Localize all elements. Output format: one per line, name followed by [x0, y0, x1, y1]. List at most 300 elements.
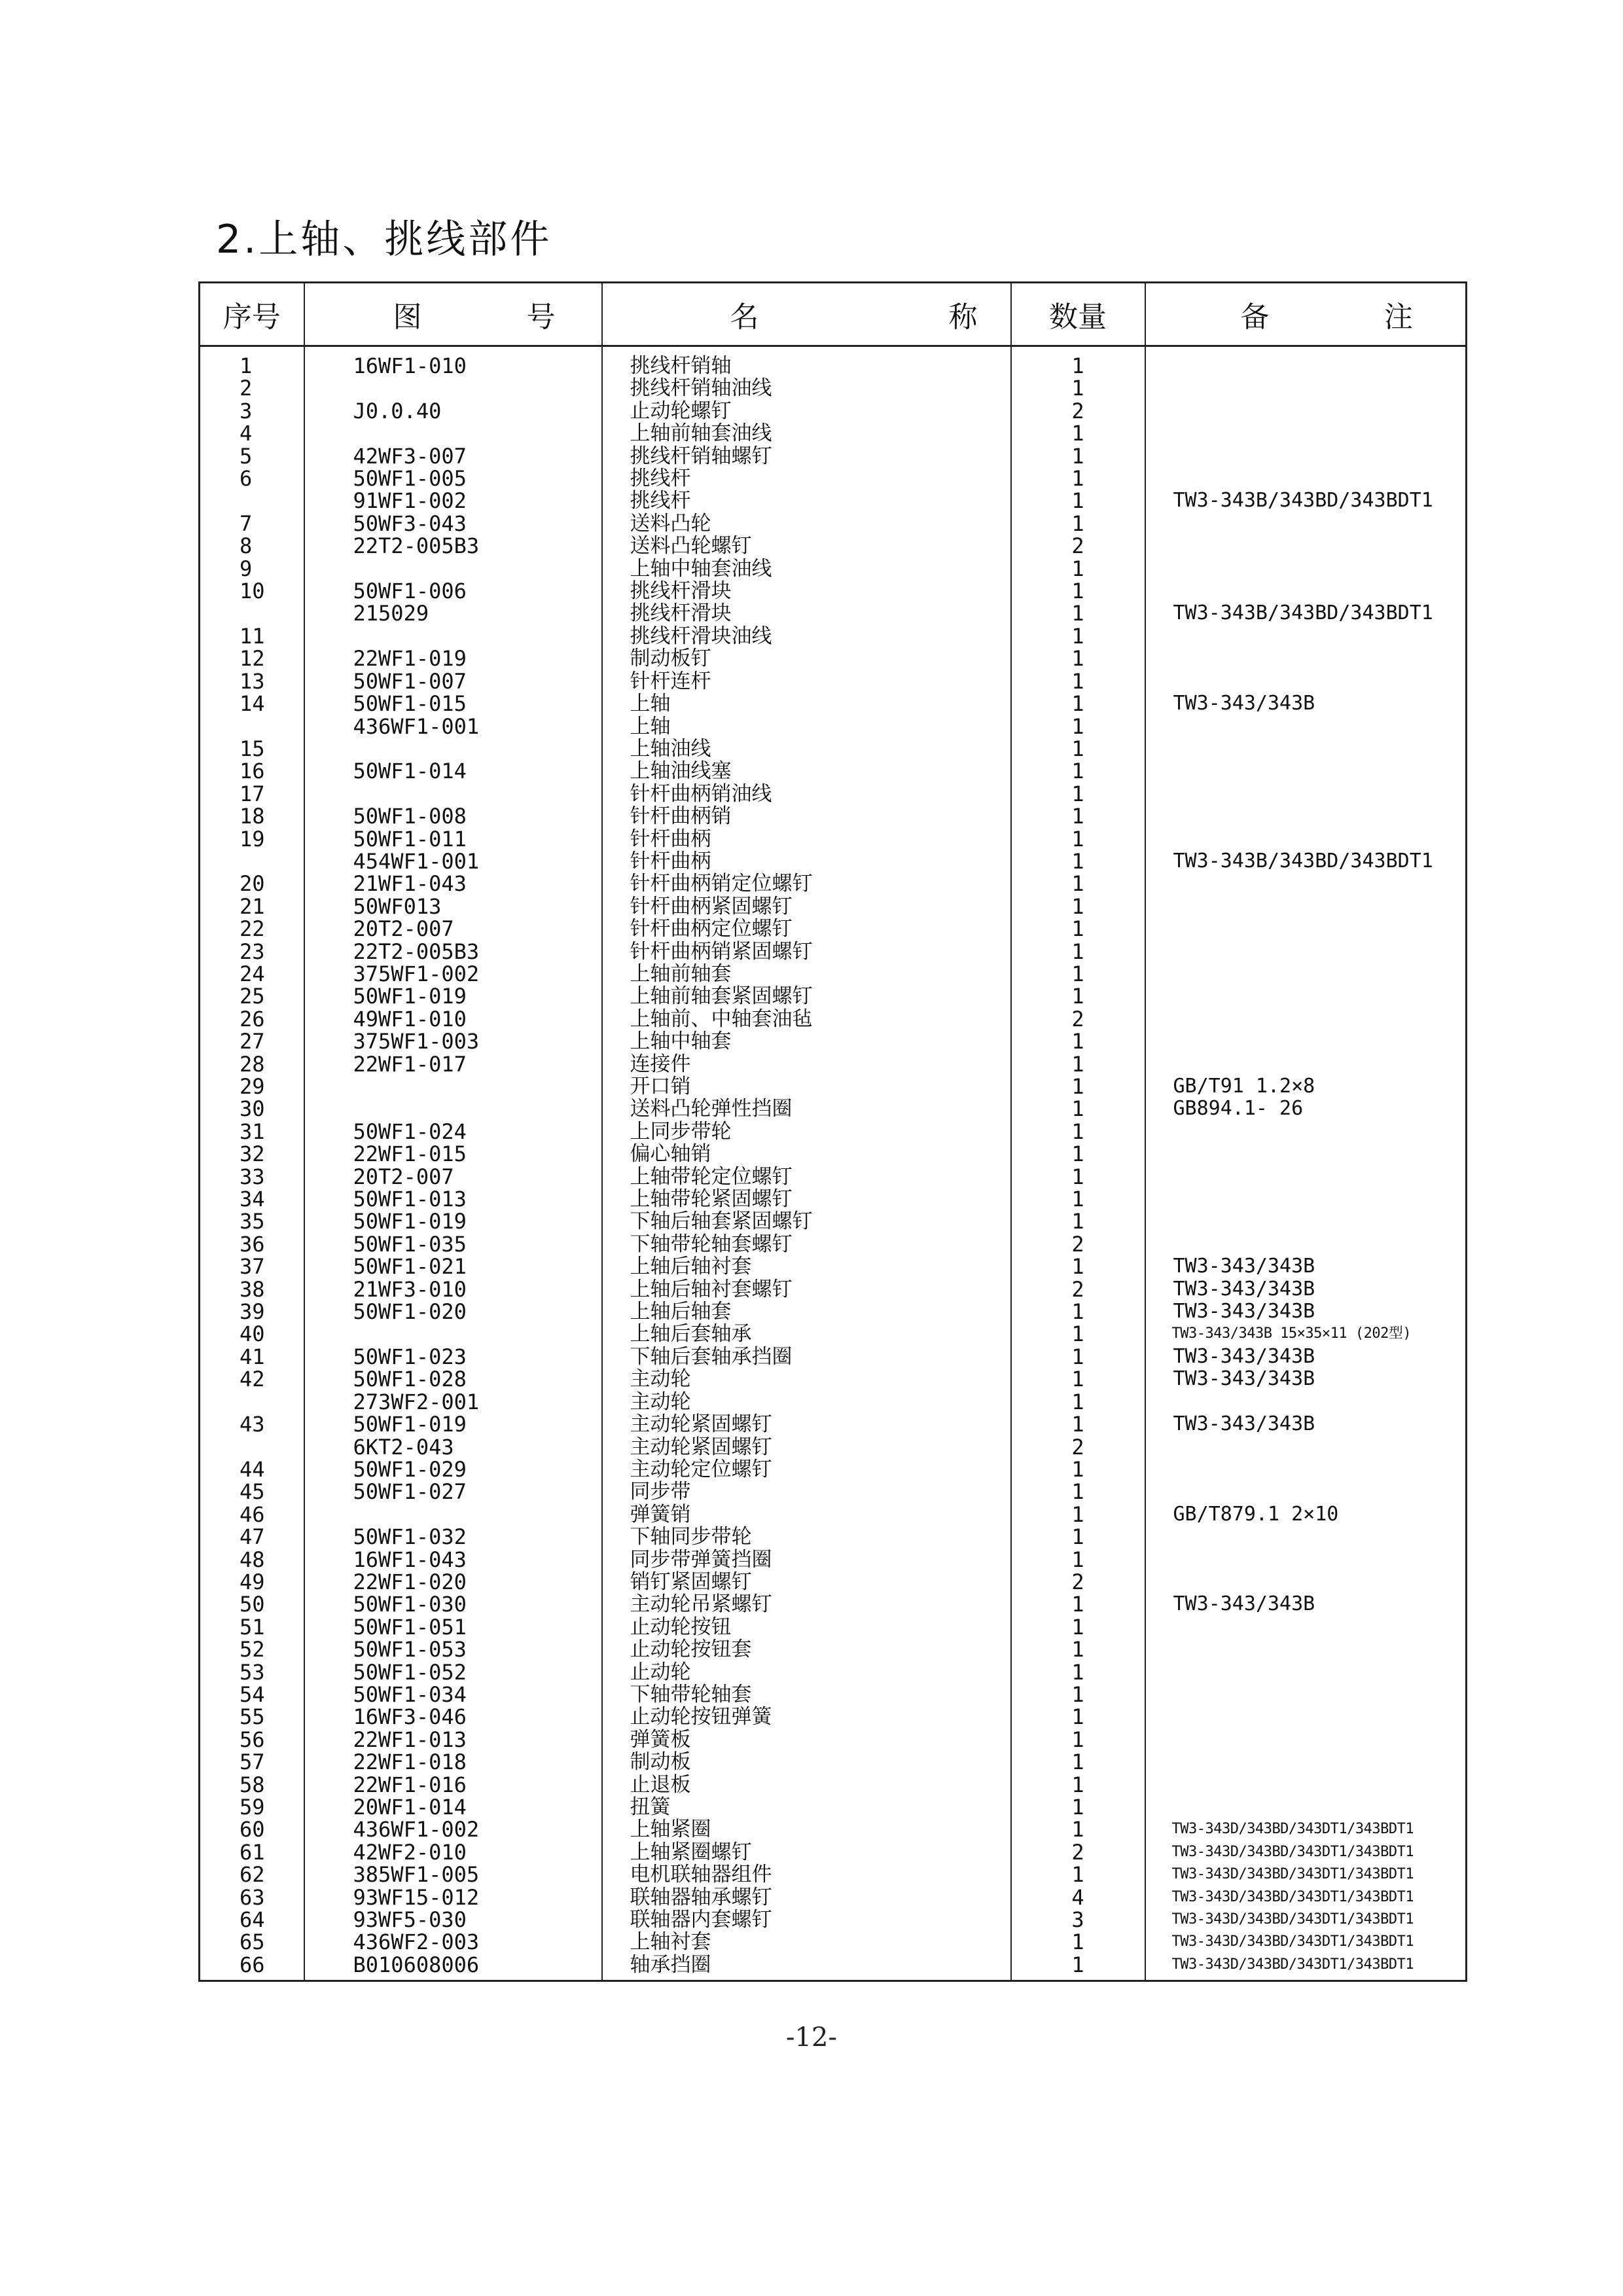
table-row: [200, 1233, 1467, 1255]
cell-part-name: 上轴中轴套: [602, 1030, 1011, 1052]
cell-quantity: 1: [1011, 1616, 1145, 1638]
cell-remarks: [1145, 1030, 1467, 1052]
table-row: [200, 895, 1467, 918]
cell-seq-no: 54: [200, 1683, 304, 1706]
cell-figure-no: 385WF1-005: [304, 1863, 602, 1886]
cell-part-name: 挑线杆滑块: [602, 580, 1011, 602]
cell-figure-no: 50WF1-028: [304, 1368, 602, 1390]
table-row: [200, 422, 1467, 444]
cell-seq-no: [200, 850, 304, 872]
cell-seq-no: 51: [200, 1616, 304, 1638]
table-row: [200, 1143, 1467, 1165]
cell-quantity: 2: [1011, 535, 1145, 557]
cell-part-name: 针杆曲柄销: [602, 805, 1011, 827]
cell-quantity: 2: [1011, 1436, 1145, 1458]
cell-remarks: [1145, 512, 1467, 535]
table-row: [200, 377, 1467, 399]
cell-quantity: 1: [1011, 445, 1145, 467]
cell-remarks: [1145, 738, 1467, 760]
cell-remarks: TW3-343/343B 15×35×11 (202型): [1145, 1323, 1467, 1345]
cell-figure-no: 16WF1-010: [304, 346, 602, 378]
cell-part-name: 连接件: [602, 1053, 1011, 1075]
cell-remarks: [1145, 1053, 1467, 1075]
cell-remarks: TW3-343/343B: [1145, 1413, 1467, 1435]
cell-remarks: TW3-343/343B: [1145, 1368, 1467, 1390]
cell-quantity: 2: [1011, 1008, 1145, 1030]
cell-part-name: 联轴器轴承螺钉: [602, 1886, 1011, 1909]
cell-remarks: [1145, 400, 1467, 422]
cell-seq-no: 52: [200, 1638, 304, 1660]
cell-part-name: 主动轮定位螺钉: [602, 1458, 1011, 1480]
parts-table: [198, 281, 1467, 1982]
cell-remarks: [1145, 941, 1467, 963]
cell-seq-no: 61: [200, 1841, 304, 1863]
cell-remarks: TW3-343/343B: [1145, 1300, 1467, 1323]
cell-remarks: [1145, 1436, 1467, 1458]
cell-quantity: 1: [1011, 512, 1145, 535]
cell-seq-no: 24: [200, 963, 304, 985]
cell-quantity: 1: [1011, 1188, 1145, 1210]
cell-figure-no: 436WF2-003: [304, 1931, 602, 1953]
cell-quantity: 1: [1011, 1075, 1145, 1098]
cell-seq-no: 15: [200, 738, 304, 760]
cell-figure-no: 50WF1-013: [304, 1188, 602, 1210]
cell-seq-no: 57: [200, 1751, 304, 1773]
cell-remarks: [1145, 783, 1467, 805]
cell-part-name: 止退板: [602, 1774, 1011, 1796]
cell-seq-no: 8: [200, 535, 304, 557]
cell-quantity: 1: [1011, 1210, 1145, 1232]
table-row: [200, 1391, 1467, 1413]
cell-seq-no: 32: [200, 1143, 304, 1165]
cell-seq-no: [200, 1391, 304, 1413]
cell-part-name: 制动板: [602, 1751, 1011, 1773]
cell-quantity: 1: [1011, 490, 1145, 512]
cell-remarks: TW3-343/343B: [1145, 1593, 1467, 1615]
cell-quantity: 1: [1011, 422, 1145, 444]
table-row: [200, 1931, 1467, 1953]
cell-remarks: [1145, 1796, 1467, 1818]
cell-figure-no: 16WF3-046: [304, 1706, 602, 1728]
cell-figure-no: 50WF1-030: [304, 1593, 602, 1615]
cell-remarks: TW3-343D/343BD/343DT1/343BDT1: [1145, 1863, 1467, 1886]
cell-quantity: 1: [1011, 1053, 1145, 1075]
cell-part-name: 上轴紧圈: [602, 1818, 1011, 1840]
header-no: 序号: [200, 283, 304, 346]
cell-figure-no: J0.0.40: [304, 400, 602, 422]
cell-part-name: 上轴前、中轴套油毡: [602, 1008, 1011, 1030]
cell-remarks: [1145, 1233, 1467, 1255]
cell-seq-no: 13: [200, 670, 304, 692]
cell-figure-no: 50WF1-011: [304, 828, 602, 850]
cell-figure-no: 454WF1-001: [304, 850, 602, 872]
table-header-row: [200, 283, 1467, 346]
cell-quantity: 2: [1011, 1841, 1145, 1863]
cell-figure-no: 22WF1-020: [304, 1571, 602, 1593]
cell-figure-no: [304, 377, 602, 399]
cell-remarks: TW3-343/343B: [1145, 692, 1467, 715]
cell-seq-no: 37: [200, 1255, 304, 1278]
cell-figure-no: 50WF3-043: [304, 512, 602, 535]
cell-figure-no: 50WF1-021: [304, 1255, 602, 1278]
cell-figure-no: 50WF1-027: [304, 1480, 602, 1503]
cell-remarks: [1145, 963, 1467, 985]
cell-figure-no: [304, 422, 602, 444]
cell-seq-no: 30: [200, 1098, 304, 1120]
cell-remarks: [1145, 445, 1467, 467]
cell-part-name: 送料凸轮螺钉: [602, 535, 1011, 557]
header-figure-no: 图 号: [304, 283, 602, 346]
cell-remarks: [1145, 715, 1467, 738]
cell-part-name: 挑线杆销轴: [602, 346, 1011, 378]
cell-figure-no: [304, 558, 602, 580]
cell-part-name: 下轴后套轴承挡圈: [602, 1346, 1011, 1368]
cell-quantity: 1: [1011, 895, 1145, 918]
cell-quantity: 1: [1011, 1593, 1145, 1615]
cell-part-name: 挑线杆: [602, 467, 1011, 490]
cell-figure-no: 50WF1-052: [304, 1661, 602, 1683]
table-row: [200, 445, 1467, 467]
table-row: [200, 1188, 1467, 1210]
cell-part-name: 上同步带轮: [602, 1121, 1011, 1143]
page-title: 2.上轴、挑线部件: [216, 217, 552, 262]
cell-part-name: 挑线杆销轴油线: [602, 377, 1011, 399]
cell-figure-no: [304, 1098, 602, 1120]
cell-quantity: 1: [1011, 1300, 1145, 1323]
cell-part-name: 上轴后轴衬套螺钉: [602, 1278, 1011, 1300]
table-row: [200, 1796, 1467, 1818]
cell-quantity: 1: [1011, 602, 1145, 624]
cell-figure-no: 215029: [304, 602, 602, 624]
cell-part-name: 主动轮紧固螺钉: [602, 1436, 1011, 1458]
cell-quantity: 1: [1011, 738, 1145, 760]
cell-part-name: 轴承挡圈: [602, 1954, 1011, 1981]
cell-part-name: 制动板钉: [602, 647, 1011, 670]
cell-quantity: 3: [1011, 1909, 1145, 1931]
cell-quantity: 1: [1011, 1774, 1145, 1796]
cell-part-name: 针杆曲柄紧固螺钉: [602, 895, 1011, 918]
cell-figure-no: 50WF1-029: [304, 1458, 602, 1480]
cell-seq-no: 53: [200, 1661, 304, 1683]
cell-figure-no: 22WF1-019: [304, 647, 602, 670]
cell-remarks: [1145, 670, 1467, 692]
cell-figure-no: 22WF1-018: [304, 1751, 602, 1773]
cell-figure-no: B010608006: [304, 1954, 602, 1981]
cell-remarks: TW3-343D/343BD/343DT1/343BDT1: [1145, 1818, 1467, 1840]
table-row: [200, 1683, 1467, 1706]
cell-quantity: 1: [1011, 625, 1145, 647]
cell-seq-no: 18: [200, 805, 304, 827]
cell-part-name: 针杆曲柄销紧固螺钉: [602, 941, 1011, 963]
cell-seq-no: 41: [200, 1346, 304, 1368]
cell-quantity: 1: [1011, 1751, 1145, 1773]
cell-part-name: 止动轮按钮套: [602, 1638, 1011, 1660]
cell-seq-no: 11: [200, 625, 304, 647]
cell-figure-no: 273WF2-001: [304, 1391, 602, 1413]
cell-quantity: 1: [1011, 647, 1145, 670]
cell-part-name: 弹簧板: [602, 1729, 1011, 1751]
table-row: [200, 1909, 1467, 1931]
cell-quantity: 1: [1011, 918, 1145, 940]
cell-part-name: 销钉紧固螺钉: [602, 1571, 1011, 1593]
cell-part-name: 联轴器内套螺钉: [602, 1909, 1011, 1931]
cell-seq-no: 39: [200, 1300, 304, 1323]
cell-remarks: [1145, 1391, 1467, 1413]
table-row: [200, 1886, 1467, 1909]
cell-figure-no: 50WF1-034: [304, 1683, 602, 1706]
cell-part-name: 扭簧: [602, 1796, 1011, 1818]
cell-part-name: 下轴带轮轴套螺钉: [602, 1233, 1011, 1255]
table-row: [200, 1008, 1467, 1030]
cell-part-name: 主动轮: [602, 1391, 1011, 1413]
cell-remarks: [1145, 535, 1467, 557]
cell-quantity: 1: [1011, 692, 1145, 715]
table-row: [200, 1368, 1467, 1390]
cell-remarks: TW3-343B/343BD/343BDT1: [1145, 850, 1467, 872]
table-row: [200, 490, 1467, 512]
cell-remarks: [1145, 1166, 1467, 1188]
table-row: [200, 1706, 1467, 1728]
cell-remarks: [1145, 1774, 1467, 1796]
cell-remarks: [1145, 1458, 1467, 1480]
cell-seq-no: 16: [200, 760, 304, 782]
cell-remarks: TW3-343/343B: [1145, 1255, 1467, 1278]
table-row: [200, 1166, 1467, 1188]
cell-seq-no: [200, 602, 304, 624]
cell-seq-no: 9: [200, 558, 304, 580]
table-row: [200, 1436, 1467, 1458]
cell-seq-no: 42: [200, 1368, 304, 1390]
table-row: [200, 1549, 1467, 1571]
cell-seq-no: 45: [200, 1480, 304, 1503]
cell-seq-no: 23: [200, 941, 304, 963]
cell-seq-no: 36: [200, 1233, 304, 1255]
cell-quantity: 1: [1011, 1503, 1145, 1526]
cell-remarks: [1145, 1683, 1467, 1706]
cell-figure-no: 22WF1-015: [304, 1143, 602, 1165]
cell-quantity: 1: [1011, 1480, 1145, 1503]
cell-remarks: [1145, 872, 1467, 895]
cell-remarks: [1145, 1616, 1467, 1638]
cell-seq-no: [200, 1436, 304, 1458]
cell-part-name: 上轴带轮定位螺钉: [602, 1166, 1011, 1188]
table-row: [200, 1526, 1467, 1548]
cell-seq-no: 20: [200, 872, 304, 895]
cell-remarks: [1145, 1729, 1467, 1751]
table-row: [200, 1255, 1467, 1278]
cell-remarks: [1145, 580, 1467, 602]
cell-quantity: 1: [1011, 1143, 1145, 1165]
cell-remarks: [1145, 1143, 1467, 1165]
cell-seq-no: 60: [200, 1818, 304, 1840]
cell-quantity: 1: [1011, 1954, 1145, 1981]
cell-quantity: 1: [1011, 580, 1145, 602]
cell-figure-no: 50WF1-019: [304, 985, 602, 1007]
table-row: [200, 918, 1467, 940]
cell-remarks: TW3-343D/343BD/343DT1/343BDT1: [1145, 1931, 1467, 1953]
cell-quantity: 1: [1011, 1323, 1145, 1345]
header-name: 名 称: [602, 283, 1011, 346]
table-row: [200, 670, 1467, 692]
cell-quantity: 1: [1011, 1030, 1145, 1052]
cell-figure-no: 49WF1-010: [304, 1008, 602, 1030]
table-row: [200, 715, 1467, 738]
cell-figure-no: 50WF1-019: [304, 1210, 602, 1232]
cell-quantity: 1: [1011, 1526, 1145, 1548]
table-row: [200, 512, 1467, 535]
cell-seq-no: 19: [200, 828, 304, 850]
cell-figure-no: 50WF1-015: [304, 692, 602, 715]
table-row: [200, 400, 1467, 422]
cell-part-name: 送料凸轮: [602, 512, 1011, 535]
table-row: [200, 1818, 1467, 1840]
cell-quantity: 1: [1011, 1346, 1145, 1368]
cell-quantity: 1: [1011, 670, 1145, 692]
cell-seq-no: 55: [200, 1706, 304, 1728]
cell-remarks: TW3-343D/343BD/343DT1/343BDT1: [1145, 1886, 1467, 1909]
cell-quantity: 1: [1011, 963, 1145, 985]
cell-remarks: [1145, 1480, 1467, 1503]
cell-quantity: 2: [1011, 1233, 1145, 1255]
cell-remarks: TW3-343D/343BD/343DT1/343BDT1: [1145, 1841, 1467, 1863]
table-row: [200, 535, 1467, 557]
cell-figure-no: 50WF1-051: [304, 1616, 602, 1638]
cell-quantity: 1: [1011, 1683, 1145, 1706]
table-row: [200, 1458, 1467, 1480]
cell-figure-no: 93WF15-012: [304, 1886, 602, 1909]
cell-seq-no: 27: [200, 1030, 304, 1052]
cell-figure-no: 93WF5-030: [304, 1909, 602, 1931]
cell-quantity: 1: [1011, 1121, 1145, 1143]
cell-part-name: 上轴油线: [602, 738, 1011, 760]
cell-seq-no: 14: [200, 692, 304, 715]
cell-figure-no: 42WF2-010: [304, 1841, 602, 1863]
cell-part-name: 上轴油线塞: [602, 760, 1011, 782]
cell-remarks: [1145, 625, 1467, 647]
table-row: [200, 1346, 1467, 1368]
table-row: [200, 346, 1467, 378]
cell-part-name: 上轴后轴套: [602, 1300, 1011, 1323]
cell-seq-no: 34: [200, 1188, 304, 1210]
table-row: [200, 1323, 1467, 1345]
cell-quantity: 1: [1011, 1458, 1145, 1480]
cell-remarks: [1145, 1549, 1467, 1571]
table-row: [200, 941, 1467, 963]
cell-seq-no: 66: [200, 1954, 304, 1981]
cell-seq-no: 50: [200, 1593, 304, 1615]
cell-part-name: 上轴中轴套油线: [602, 558, 1011, 580]
cell-part-name: 上轴衬套: [602, 1931, 1011, 1953]
cell-seq-no: 29: [200, 1075, 304, 1098]
cell-seq-no: 4: [200, 422, 304, 444]
table-row: [200, 467, 1467, 490]
cell-part-name: 上轴前轴套紧固螺钉: [602, 985, 1011, 1007]
cell-part-name: 下轴带轮轴套: [602, 1683, 1011, 1706]
cell-quantity: 1: [1011, 805, 1145, 827]
cell-quantity: 1: [1011, 828, 1145, 850]
table-row: [200, 1210, 1467, 1232]
cell-remarks: [1145, 1638, 1467, 1660]
cell-part-name: 上轴带轮紧固螺钉: [602, 1188, 1011, 1210]
cell-remarks: [1145, 1188, 1467, 1210]
cell-remarks: [1145, 1706, 1467, 1728]
cell-remarks: [1145, 805, 1467, 827]
table-row: [200, 1030, 1467, 1052]
cell-seq-no: 62: [200, 1863, 304, 1886]
cell-part-name: 电机联轴器组件: [602, 1863, 1011, 1886]
cell-part-name: 挑线杆: [602, 490, 1011, 512]
cell-part-name: 针杆曲柄: [602, 828, 1011, 850]
cell-remarks: TW3-343D/343BD/343DT1/343BDT1: [1145, 1954, 1467, 1981]
cell-figure-no: 50WF1-008: [304, 805, 602, 827]
cell-seq-no: 2: [200, 377, 304, 399]
cell-seq-no: 1: [200, 346, 304, 378]
cell-figure-no: 22WF1-013: [304, 1729, 602, 1751]
cell-quantity: 1: [1011, 872, 1145, 895]
cell-seq-no: 46: [200, 1503, 304, 1526]
cell-part-name: 上轴: [602, 715, 1011, 738]
cell-part-name: 针杆连杆: [602, 670, 1011, 692]
cell-quantity: 1: [1011, 467, 1145, 490]
cell-seq-no: 56: [200, 1729, 304, 1751]
cell-seq-no: 3: [200, 400, 304, 422]
cell-quantity: 1: [1011, 1796, 1145, 1818]
cell-quantity: 1: [1011, 1391, 1145, 1413]
cell-figure-no: 20T2-007: [304, 1166, 602, 1188]
cell-figure-no: 20WF1-014: [304, 1796, 602, 1818]
cell-quantity: 1: [1011, 558, 1145, 580]
cell-quantity: 1: [1011, 1661, 1145, 1683]
cell-seq-no: 7: [200, 512, 304, 535]
cell-seq-no: 5: [200, 445, 304, 467]
table-row: [200, 760, 1467, 782]
cell-part-name: 止动轮按钮: [602, 1616, 1011, 1638]
cell-seq-no: 35: [200, 1210, 304, 1232]
cell-seq-no: 31: [200, 1121, 304, 1143]
cell-part-name: 针杆曲柄定位螺钉: [602, 918, 1011, 940]
table-row: [200, 783, 1467, 805]
cell-part-name: 上轴: [602, 692, 1011, 715]
table-row: [200, 1571, 1467, 1593]
cell-remarks: TW3-343B/343BD/343BDT1: [1145, 490, 1467, 512]
cell-seq-no: 21: [200, 895, 304, 918]
table-row: [200, 1774, 1467, 1796]
cell-figure-no: [304, 738, 602, 760]
cell-figure-no: 50WF1-035: [304, 1233, 602, 1255]
cell-figure-no: 436WF1-002: [304, 1818, 602, 1840]
cell-part-name: 挑线杆销轴螺钉: [602, 445, 1011, 467]
cell-quantity: 2: [1011, 400, 1145, 422]
cell-quantity: 1: [1011, 1931, 1145, 1953]
cell-part-name: 止动轮: [602, 1661, 1011, 1683]
cell-quantity: 1: [1011, 760, 1145, 782]
cell-seq-no: 10: [200, 580, 304, 602]
cell-quantity: 1: [1011, 1098, 1145, 1120]
table-row: [200, 1413, 1467, 1435]
table-row: [200, 580, 1467, 602]
header-remarks: 备 注: [1145, 283, 1467, 346]
cell-quantity: 1: [1011, 1413, 1145, 1435]
cell-seq-no: [200, 490, 304, 512]
cell-remarks: [1145, 1526, 1467, 1548]
cell-part-name: 上轴后套轴承: [602, 1323, 1011, 1345]
cell-seq-no: 26: [200, 1008, 304, 1030]
cell-part-name: 同步带弹簧挡圈: [602, 1549, 1011, 1571]
cell-part-name: 主动轮紧固螺钉: [602, 1413, 1011, 1435]
cell-remarks: GB894.1- 26: [1145, 1098, 1467, 1120]
cell-figure-no: 50WF1-023: [304, 1346, 602, 1368]
cell-figure-no: [304, 625, 602, 647]
